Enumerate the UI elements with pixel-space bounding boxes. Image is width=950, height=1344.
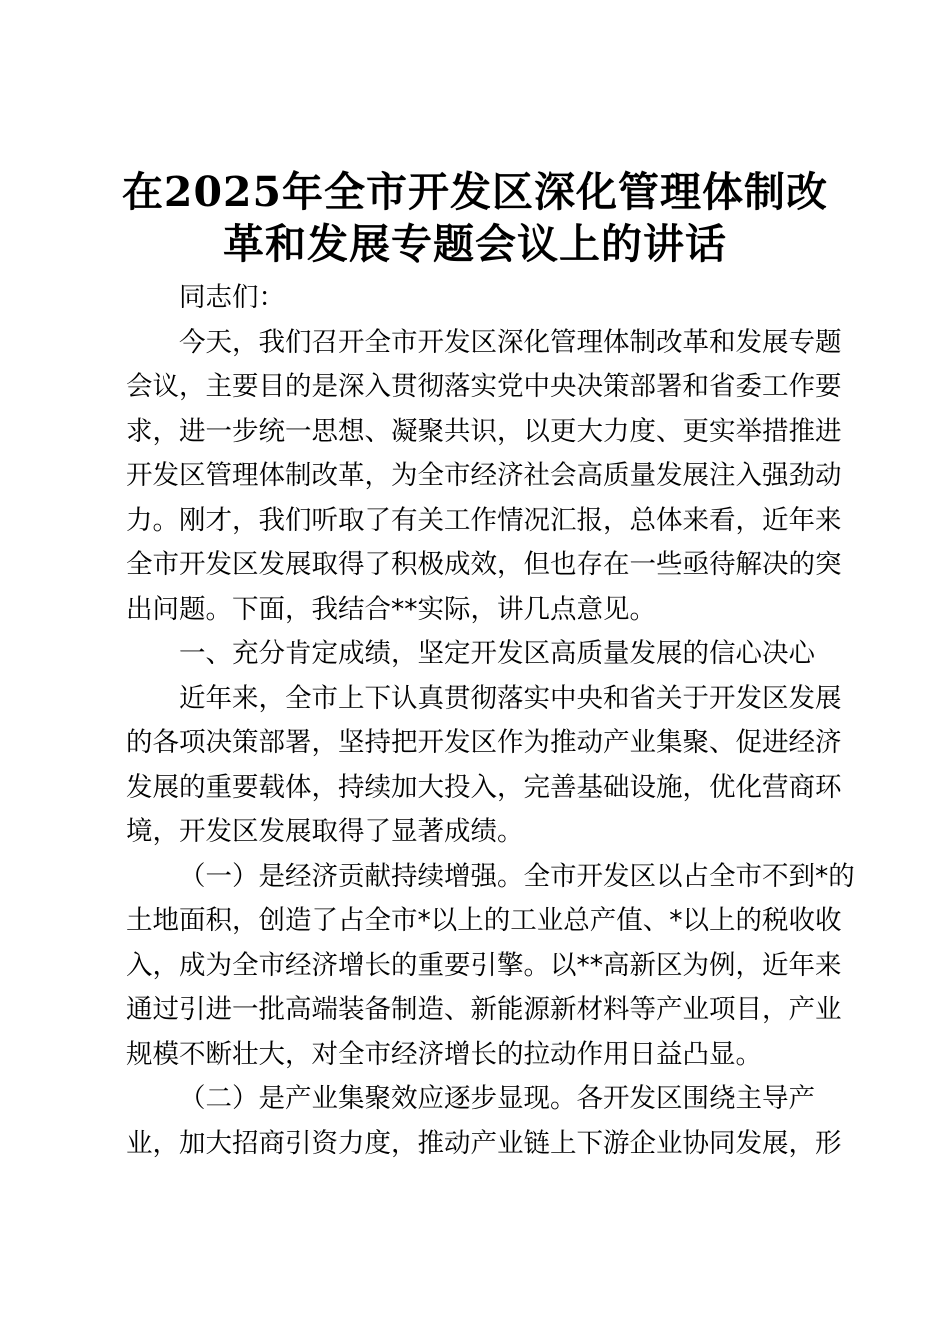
text-line: 发展的重要载体，持续加大投入，完善基础设施，优化营商环 [126,771,842,803]
text-line: 今天，我们召开全市开发区深化管理体制改革和发展专题 [179,326,842,358]
text-line: 近年来，全市上下认真贯彻落实中央和省关于开发区发展 [179,682,842,714]
text-line: 规模不断壮大，对全市经济增长的拉动作用日益凸显。 [126,1038,762,1070]
text-line: 力。刚才，我们听取了有关工作情况汇报，总体来看，近年来 [126,504,842,536]
document-body [126,276,855,1166]
text-line: （一）是经济贡献持续增强。全市开发区以占全市不到*的 [179,860,855,892]
document-title [100,166,850,270]
title-line-2: 革和发展专题会议上的讲话 [223,220,727,268]
text-line: 境，开发区发展取得了显著成绩。 [126,816,524,847]
text-line: 开发区管理体制改革，为全市经济社会高质量发展注入强劲动 [126,460,842,491]
text-line: 同志们： [179,282,285,313]
text-line: 全市开发区发展取得了积极成效，但也存在一些亟待解决的突 [126,549,842,580]
text-line: 入，成为全市经济增长的重要引擎。以**高新区为例，近年来 [126,949,842,981]
text-line: 会议，主要目的是深入贯彻落实党中央决策部署和省委工作要 [126,371,842,402]
text-line: 的各项决策部署，坚持把开发区作为推动产业集聚、促进经济 [126,727,842,758]
text-line: 求，进一步统一思想、凝聚共识，以更大力度、更实举措推进 [126,415,842,447]
text-line: （二）是产业集聚效应逐步显现。各开发区围绕主导产 [179,1083,815,1114]
text-line: 通过引进一批高端装备制造、新能源新材料等产业项目，产业 [126,994,842,1025]
text-line: 出问题。下面，我结合**实际，讲几点意见。 [126,593,656,625]
text-line: 一、充分肯定成绩，坚定开发区高质量发展的信心决心 [179,638,815,669]
text-line: 土地面积，创造了占全市*以上的工业总产值、*以上的税收收 [126,905,842,936]
text-line: 业，加大招商引资力度，推动产业链上下游企业协同发展，形 [126,1127,842,1159]
title-line-1: 在2025年全市开发区深化管理体制改 [121,168,829,216]
